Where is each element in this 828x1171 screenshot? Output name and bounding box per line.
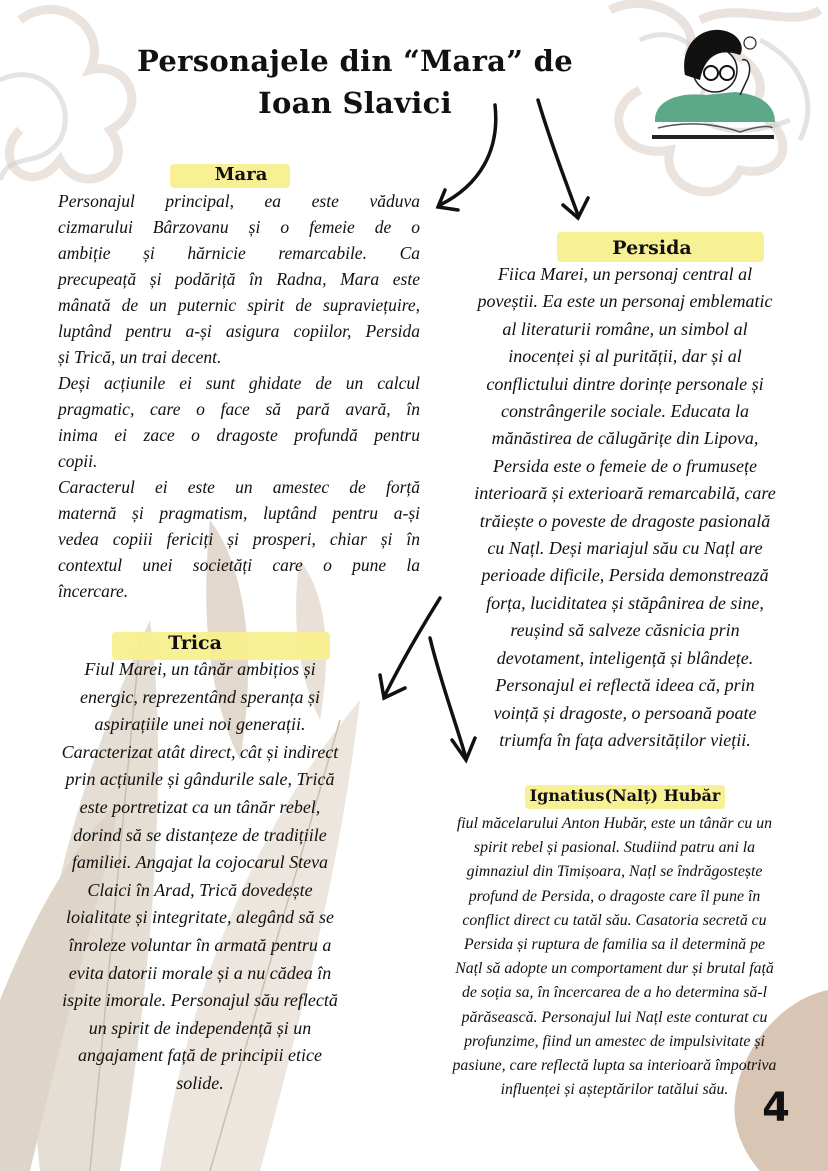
text-line: precupeață și podăriță în Radna, Mara este <box>58 269 420 289</box>
text-line: evita datorii morale și a nu cădea în <box>68 962 332 983</box>
page-title <box>100 40 610 124</box>
text-line: interioară și exterioară remarcabilă, care <box>474 483 776 504</box>
text-line: ispite imorale. Personajul său reflectă <box>62 990 338 1011</box>
text-line: constrângerile sociale. Educata la <box>501 401 749 422</box>
page-number: 4 <box>762 1085 790 1131</box>
text-line: mânată de un puternic spirit de supraviețuire, <box>58 295 420 315</box>
text-line: forța, luciditatea și stăpânirea de sine, <box>486 592 764 613</box>
text-line: Caracterul ei este un amestec de forță <box>58 477 420 497</box>
text-line: încercare. <box>58 581 129 601</box>
text-line: loialitate și integritate, alegând să se <box>66 907 334 928</box>
text-line: perioade dificile, Persida demonstrează <box>481 565 769 586</box>
text-line: contextul unei societăți care o pune la <box>58 555 420 575</box>
text-line: gimnaziul din Timișoara, Națl se îndrăgostește <box>466 863 763 881</box>
text-line: Caracterizat atât direct, cât și indirect <box>61 741 339 762</box>
text-line: poveștii. Ea este un personaj emblematic <box>477 291 773 312</box>
text-line: prin acțiunile și gândurile sale, Trică <box>65 769 335 790</box>
text-line: Națl să adopte un comportament dur și brutal față <box>455 960 774 978</box>
text-line: energic, reprezentând speranța și <box>80 686 320 707</box>
text-line: Deși acțiunile ei sunt ghidate de un calcul <box>58 373 420 393</box>
text-line: inima ei zace o dragoste profundă pentru <box>58 425 420 445</box>
text-line: profund de Persida, o dragoste care îl pune în <box>468 887 761 905</box>
text-line: al literaturii române, un simbol al <box>502 318 748 339</box>
text-line: familiei. Angajat la cojocarul Steva <box>71 852 329 873</box>
text-line: pragmatic, care o face să pară avară, în <box>58 399 420 419</box>
text-line: conflict direct cu tatăl său. Casatoria secretă cu <box>462 911 767 929</box>
text-line: pasiune, care reflectă lupta sa interioară împotriva <box>452 1057 777 1075</box>
text-line: spirit rebel și pasional. Studiind patru ani la <box>473 839 756 857</box>
text-line: voință și dragoste, o persoană poate <box>493 702 757 723</box>
text-line: Fiul Marei, un tânăr ambițios și <box>84 659 316 679</box>
text-line: inocenței și al purității, dar și al <box>508 346 742 367</box>
mara-description <box>58 188 420 604</box>
text-line: profunzime, fiind un amestec de impulsivitate și <box>464 1032 765 1050</box>
heading-persida: Persida <box>612 237 692 259</box>
text-line: mănăstirea de călugărițe din Lipova, <box>491 428 759 449</box>
ignatius-description <box>412 812 817 1102</box>
text-line: conflictului dintre dorințe personale și <box>486 373 764 394</box>
text-line: angajament față de principii etice <box>78 1045 322 1066</box>
text-line: dorind să se distanțeze de tradițiile <box>73 824 327 845</box>
text-line: Persida este o femeie de o frumusețe <box>493 455 757 476</box>
text-line: luptând pentru a-și asigura copiilor, Persida <box>58 321 420 341</box>
text-line: un spirit de independență și un <box>88 1017 312 1038</box>
text-line: părăsească. Personajul lui Națl este conturat cu <box>461 1008 768 1026</box>
text-line: Personajul principal, ea este văduva <box>58 191 420 211</box>
text-line: Fiica Marei, un personaj central al <box>497 264 753 284</box>
text-line: ambiție și hărnicie remarcabile. Ca <box>58 243 420 263</box>
text-line: solide. <box>176 1072 224 1093</box>
page-title-line-1: Personajele din “Mara” de <box>137 44 573 78</box>
text-line: influenței și așteptărilor tatălui său. <box>500 1081 729 1099</box>
heading-mara: Mara <box>214 164 268 185</box>
heading-trica: Trica <box>168 632 222 654</box>
persida-description <box>440 261 810 754</box>
text-line: și Trică, un trai decent. <box>58 347 222 367</box>
text-line: reușind să salveze căsnicia prin <box>510 620 740 641</box>
heading-ignatius: Ignatius(Nalț) Hubăr <box>529 786 721 805</box>
text-line: Personajul ei reflectă ideea că, prin <box>495 675 755 696</box>
text-line: devotament, inteligență și blândețe. <box>496 647 754 668</box>
text-line: cu Națl. Deși mariajul său cu Națl are <box>487 538 763 559</box>
text-line: triumfa în fața adversităților vieții. <box>499 729 751 750</box>
text-line: vedea copiii fericiți și prosperi, chiar și în <box>58 529 420 549</box>
text-line: înroleze voluntar în armată pentru a <box>68 934 332 955</box>
text-line: maternă și pragmatism, luptând pentru a-și <box>58 503 420 523</box>
text-line: cizmarului Bârzovanu și o femeie de o <box>58 217 420 237</box>
text-line: copii. <box>58 451 98 471</box>
text-line: este portretizat ca un tânăr rebel, <box>79 796 321 817</box>
text-line: Persida și ruptura de familia sa il determină pe <box>463 936 765 954</box>
page-title-line-2: Ioan Slavici <box>258 86 452 120</box>
text-line: Claici în Arad, Trică dovedește <box>87 879 313 900</box>
trica-description <box>20 656 380 1098</box>
text-line: trăiește o poveste de dragoste pasională <box>479 510 771 531</box>
text-line: aspirațiile unei noi generații. <box>94 714 306 735</box>
text-line: fiul măcelarului Anton Hubăr, este un tânăr cu un <box>456 815 773 832</box>
text-line: de soția sa, în încercarea de a ho determina să-l <box>461 984 768 1002</box>
